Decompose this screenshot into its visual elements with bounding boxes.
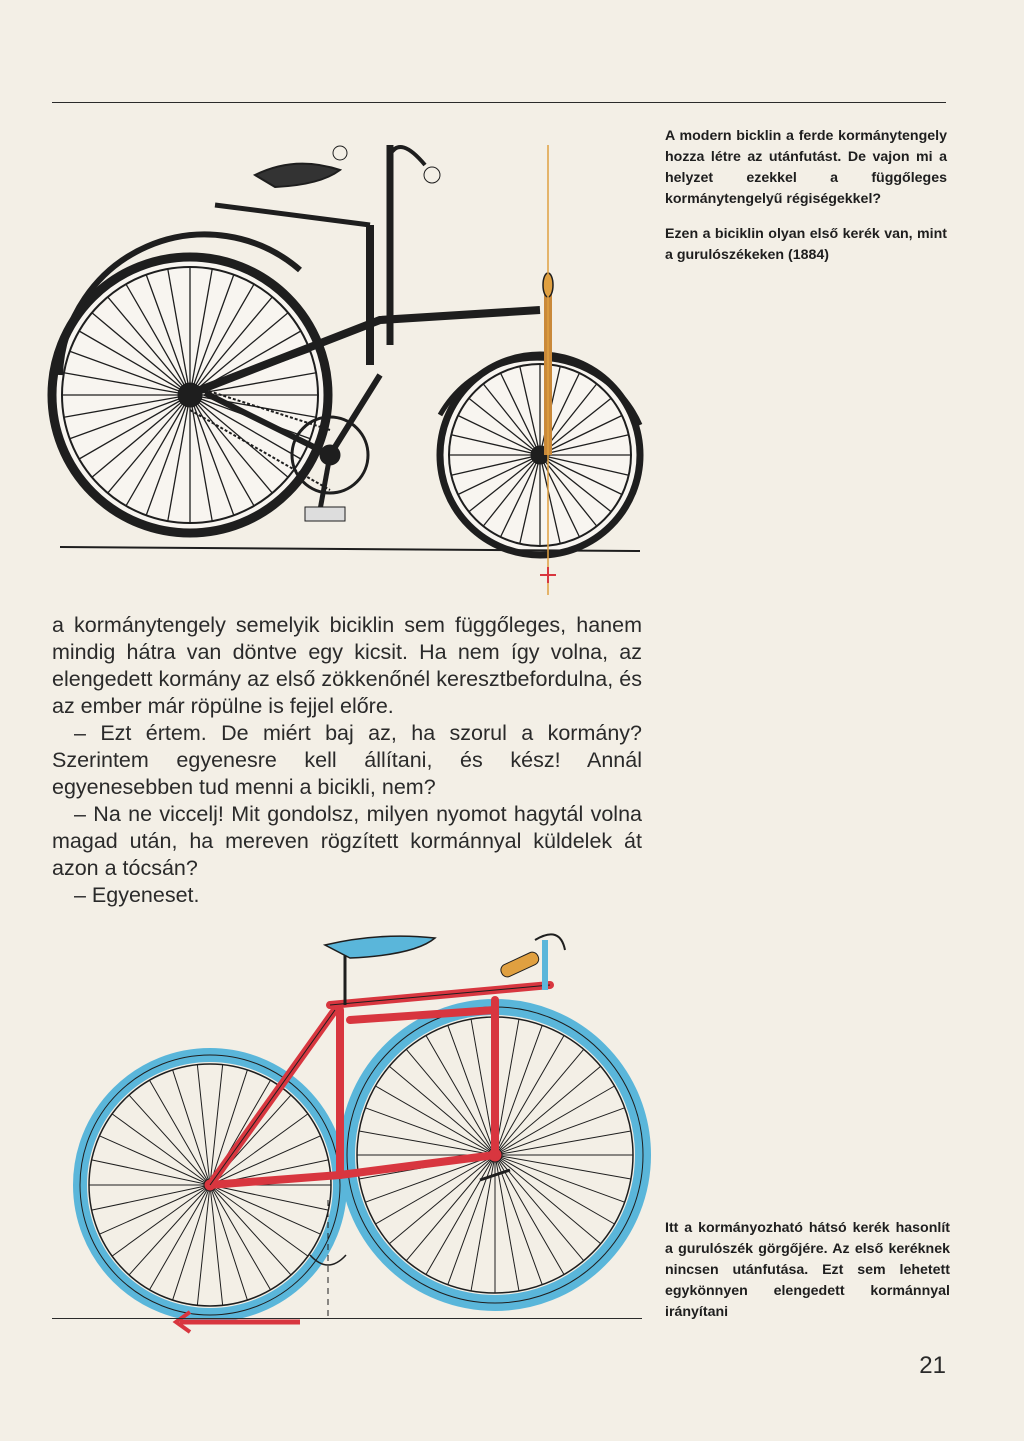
rear-steer-bicycle-illustration <box>40 910 660 1330</box>
caption-paragraph: Ezen a biciklin olyan első kerék van, mint a gurulószékeken (1884) <box>665 226 947 263</box>
wheel-spoke <box>210 1185 321 1234</box>
body-paragraph: a kormánytengely semelyik biciklin sem függőleges, hanem mindig hátra van döntve egy kicsit. Ha nem így volna, az elengedett kormány az első zökkenőnél keresztbefordulna, és az ember már röpülne is fejjel előre. <box>52 613 642 718</box>
wheel-spoke <box>129 1095 210 1185</box>
dialog-line: – Egyeneset. <box>74 883 200 907</box>
bottom-rule <box>52 1318 642 1319</box>
dialog-line: – Na ne viccelj! Mit gondolsz, milyen nyomot hagytál volna magad után, ha mereven rögzített kormánnyal küldelek át azon a tócsán? <box>52 802 642 880</box>
bottom-figure-caption <box>665 1218 950 1337</box>
body-text <box>52 612 642 909</box>
top-rule <box>52 102 946 103</box>
caption-paragraph: A modern bicklin a ferde kormánytengely hozza létre az utánfutást. De vajon mi a helyzet ezekkel a függőleges kormánytengelyű régiségekkel? <box>665 128 947 207</box>
caption-paragraph: Itt a kormányozható hátsó kerék hasonlít a gurulószék görgőjére. Az első keréknek nincsen utánfutása. Ezt sem lehetett egykönnyen elengedett kormánnyal irányítani <box>665 1220 950 1320</box>
page-number: 21 <box>919 1352 946 1379</box>
wheel-spoke <box>129 1185 210 1275</box>
wheel-spoke <box>210 1185 291 1275</box>
wheel-spoke <box>99 1136 210 1185</box>
dialog-line: – Ezt értem. De miért baj az, ha szorul a kormány? Szerintem egyenesre kell állítani, és kész! Annál egyenesebben tud menni a bicikli, nem? <box>52 721 642 799</box>
wheel-spoke <box>99 1185 210 1234</box>
vintage-bicycle-illustration <box>40 125 660 605</box>
top-figure-caption <box>665 126 947 280</box>
